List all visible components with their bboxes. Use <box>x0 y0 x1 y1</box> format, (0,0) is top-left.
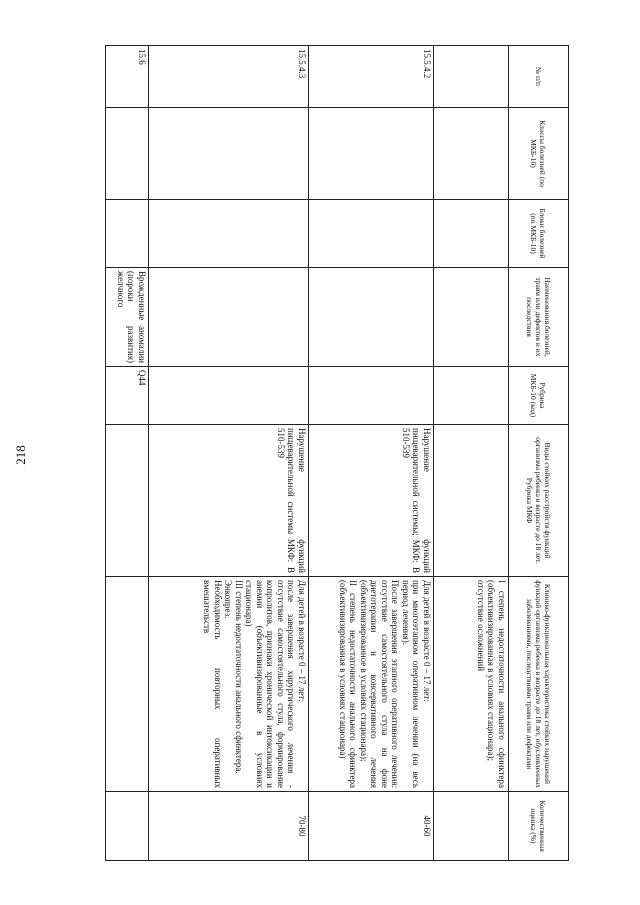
clinical-line: III степень недостаточности анального сфинктера. <box>234 580 244 774</box>
table-row <box>309 46 434 861</box>
header-quantitative-score: Количественная оценка (%) <box>509 792 569 861</box>
header-disease-class: Классы болезней (по МКБ-10) <box>509 108 569 200</box>
header-clinical-characteristic: Клинико-функциональная характеристика стойких нарушений функций организма ребенка в возрасте до 18 лет, обусловленных заболеваниями, последствиями травм или дефектами <box>509 577 569 792</box>
cell-score: 40-60 <box>309 792 434 861</box>
clinical-line: Необходимость повторных оперативных вмешательств <box>202 580 223 788</box>
cell-name: Врожденные аномалии (пороки развития) желчного <box>106 268 149 367</box>
cell-block <box>106 200 149 268</box>
cell-class <box>309 108 434 200</box>
cell-code <box>149 367 309 425</box>
cell-function <box>106 425 149 577</box>
cell-class <box>106 108 149 200</box>
cell-number: 15.5.4.2 <box>309 46 434 108</box>
table-row <box>149 46 309 861</box>
clinical-line: II степень недостаточности анального сфинктера (объективизированная в условиях стационара) <box>338 580 359 788</box>
clinical-line: при многоэтапном оперативном лечении (на весь период лечения). <box>401 580 422 788</box>
table-row <box>106 46 149 861</box>
cell-name <box>309 268 434 367</box>
table-header-row <box>509 46 569 861</box>
cell-function: Нарушение функций пищеварительной системы МКФ: В 510-539 <box>149 425 309 577</box>
cell-number: 15.6 <box>106 46 149 108</box>
cell-class <box>149 108 309 200</box>
cell-name <box>149 268 309 367</box>
header-disease-block: Блоки болезней (по МКБ-10) <box>509 200 569 268</box>
cell-clinical <box>106 577 149 792</box>
header-icd-code: Рубрика МКБ-10 (код) <box>509 367 569 425</box>
clinical-line: Энкопрез. <box>223 580 234 619</box>
cell-block <box>149 200 309 268</box>
cell-function <box>434 425 509 577</box>
clinical-line: отсутствие осложнений <box>476 580 486 672</box>
cell-clinical <box>434 577 509 792</box>
header-disease-name: Наименования болезней, травм или дефектов и их последствия <box>509 268 569 367</box>
cell-score <box>106 792 149 861</box>
table-row <box>434 46 509 861</box>
cell-class <box>434 108 509 200</box>
clinical-line: I степень недостаточности анального сфинктера (объективизированная в условиях стационара); <box>486 580 507 788</box>
clinical-line: Для детей в возрасте 0 – 17 лет: <box>297 580 307 702</box>
cell-block <box>309 200 434 268</box>
document-page <box>105 45 569 860</box>
disability-criteria-table <box>105 45 569 861</box>
header-number: № п/п <box>509 46 569 108</box>
cell-score <box>434 792 509 861</box>
cell-function: Нарушение функций пищеварительной системы; МКФ: В 510-539 <box>309 425 434 577</box>
cell-name <box>434 268 509 367</box>
clinical-line: Для детей в возрасте 0 – 17 лет: <box>422 580 432 702</box>
cell-block <box>434 200 509 268</box>
cell-code <box>309 367 434 425</box>
header-function-disorder: Виды стойких расстройств функций организма ребенка в возрасте до 18 лет. Рубрика МКФ <box>509 425 569 577</box>
cell-code <box>434 367 509 425</box>
cell-number: 15.5.4.3 <box>149 46 309 108</box>
cell-clinical <box>149 577 309 792</box>
cell-code: Q44 <box>106 367 149 425</box>
clinical-line: После завершения этапного оперативного лечения: отсутствие самостоятельного стула на фоне диетотерапии и консервативного лечения (объективизированное в условиях стационара); <box>359 580 401 788</box>
page-number: 218 <box>13 445 28 465</box>
cell-number <box>434 46 509 108</box>
cell-clinical <box>309 577 434 792</box>
cell-score: 70-80 <box>149 792 309 861</box>
clinical-line: после завершения хирургического лечения - отсутствие самостоятельного стула, формирование копролитов, признаки хронической интоксикации и анемии (объективизированные в условиях стационара) <box>244 580 297 788</box>
